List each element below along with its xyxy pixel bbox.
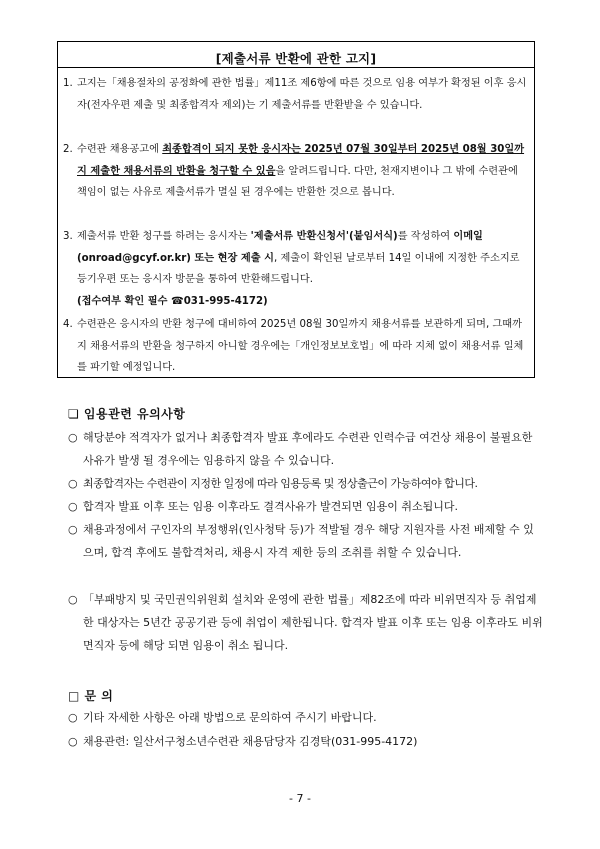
notice-item-number: 3. xyxy=(63,231,73,242)
notice-text-bold: '제출서류 반환신청서'(붙임서식) xyxy=(250,231,398,242)
circle-bullet-icon: ○ xyxy=(68,593,78,606)
notice-item-1 xyxy=(63,73,528,116)
precaution-item xyxy=(68,588,544,658)
notice-item-2 xyxy=(63,139,528,204)
circle-bullet-icon: ○ xyxy=(68,431,78,444)
notice-text-emphasis: 최종합격이 되지 못한 응시자는 2025년 07월 30일부터 2025년 08월 30일까지 제출한 채용서류의 반환을 청구할 수 있음 xyxy=(77,144,525,177)
notice-item-text xyxy=(77,226,528,312)
notice-text-plain: 수련관 채용공고에 xyxy=(77,144,163,155)
contact-confirm-note: (접수여부 확인 필수 ☎031-995-4172) xyxy=(77,295,268,307)
notice-item-number: 1. xyxy=(63,78,73,89)
circle-bullet-icon: ○ xyxy=(68,711,78,724)
notice-item-number: 4. xyxy=(63,319,73,330)
inquiry-item xyxy=(68,706,544,729)
notice-text-plain: 제출서류 반환 청구를 하려는 응시자는 xyxy=(77,231,251,242)
circle-bullet-icon: ○ xyxy=(68,523,78,536)
precaution-item xyxy=(68,518,544,564)
notice-item-4 xyxy=(63,314,528,379)
notice-text-bold: 이메일(onroad@gcyf.or.kr) 또는 현장 제출 시 xyxy=(77,231,483,264)
notice-text-plain: 를 작성하여 xyxy=(397,231,454,242)
inquiry-item xyxy=(68,730,544,753)
circle-bullet-icon: ○ xyxy=(68,735,78,748)
notice-item-text xyxy=(77,139,528,204)
inquiry-text: 채용관련: 일산서구청소년수련관 채용담당자 김경탁(031-995-4172) xyxy=(83,735,418,748)
circle-bullet-icon: ○ xyxy=(68,500,78,513)
precaution-text: 최종합격자는 수련관이 지정한 일정에 따라 임용등록 및 정상출근이 가능하여야 합니다. xyxy=(83,477,478,490)
page-number: - 7 - xyxy=(289,792,311,805)
precaution-item xyxy=(68,426,544,472)
notice-text-plain: , 제출이 확인된 날로부터 14일 이내에 지정한 주소지로 등기우편 또는 응시자 방문을 통하여 반환해드립니다. xyxy=(77,252,520,285)
circle-bullet-icon: ○ xyxy=(68,477,78,490)
precaution-item xyxy=(68,472,544,495)
notice-text-plain: 을 알려드립니다. 다만, 천재지변이나 그 밖에 수련관에 책임이 없는 사유로 제출서류가 멸실 된 경우에는 반환한 것으로 봅니다. xyxy=(77,165,518,198)
precaution-text: 채용과정에서 구인자의 부정행위(인사청탁 등)가 적발될 경우 해당 지원자를 사전 배제할 수 있으며, 합격 후에도 불합격처리, 채용시 자격 제한 등의 조취를 취할 수 있습니다. xyxy=(83,523,534,560)
precaution-item xyxy=(68,495,544,518)
notice-title: [제출서류 반환에 관한 고지] xyxy=(215,51,377,66)
notice-item-number: 2. xyxy=(63,144,73,155)
notice-item-text: 고지는「채용절차의 공정화에 관한 법률」제11조 제6항에 따른 것으로 임용 여부가 확정된 이후 응시자(전자우편 제출 및 최종합격자 제외)는 기 제출서류를 반환받을 수 있습니다. xyxy=(77,78,527,111)
notice-item-text: 수련관은 응시자의 반환 청구에 대비하여 2025년 08월 30일까지 채용서류를 보관하게 되며, 그때까지 채용서류의 반환을 청구하지 아니할 경우에는「개인정보보호법」에 따라 지체 없이 채용서류 일체를 파기할 예정입니다. xyxy=(77,319,524,373)
precaution-text: 해당분야 적격자가 없거나 최종합격자 발표 후에라도 수련관 인력수급 여건상 채용이 불필요한 사유가 발생 될 경우에는 임용하지 않을 수 있습니다. xyxy=(83,431,533,468)
return-notice-box xyxy=(57,41,535,378)
title-divider xyxy=(58,67,534,68)
inquiry-heading: □ 문 의 xyxy=(68,689,114,703)
precaution-text: 「부패방지 및 국민권익위원회 설치와 운영에 관한 법률」제82조에 따라 비위면직자 등 취업제한 대상자는 5년간 공공기관 등에 취업이 제한됩니다. 합격자 발표 이후 또는 임용 이후라도 비위면직자 등에 해당 되면 임용이 취소 됩니다. xyxy=(83,593,543,653)
precautions-heading: ❏ 임용관련 유의사항 xyxy=(68,407,186,421)
inquiry-text: 기타 자세한 사항은 아래 방법으로 문의하여 주시기 바랍니다. xyxy=(83,711,377,724)
precaution-text: 합격자 발표 이후 또는 임용 이후라도 결격사유가 발견되면 임용이 취소됩니다. xyxy=(83,500,458,513)
notice-item-3 xyxy=(63,226,528,312)
